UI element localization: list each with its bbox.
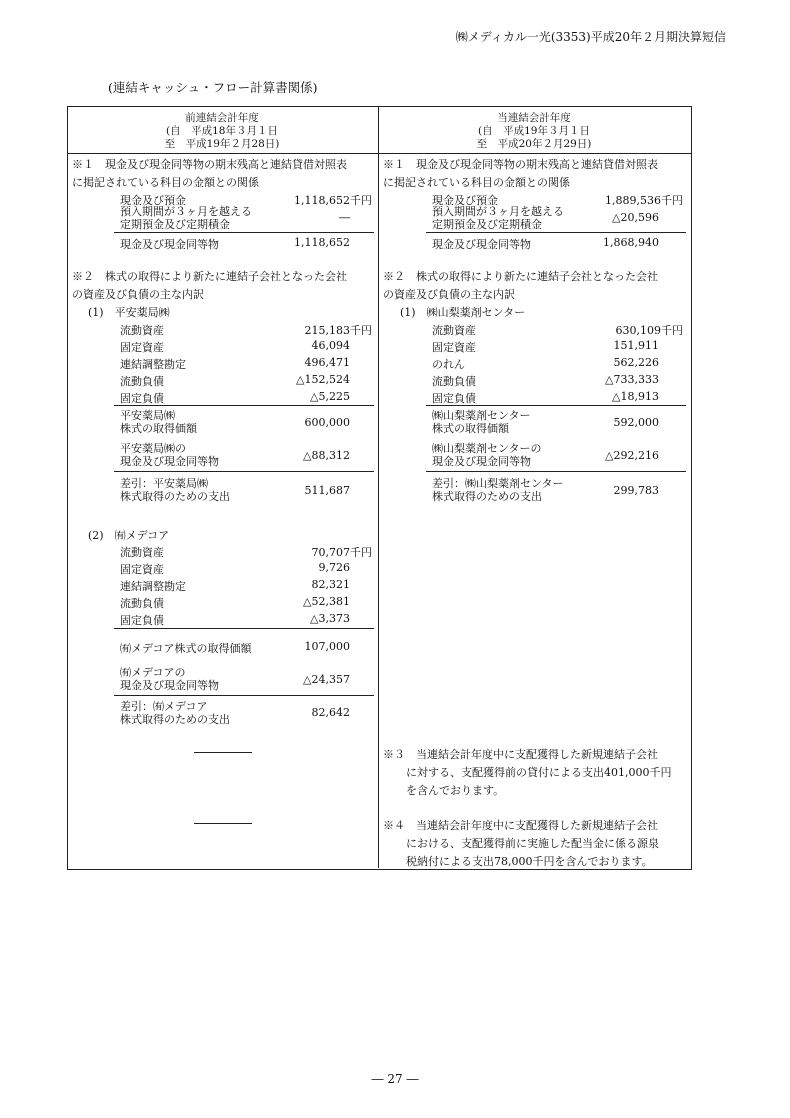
note4-line: 税納付による支出78,000千円を含んでおります。 (406, 855, 653, 868)
row-label: 流動負債 (120, 597, 164, 610)
acquired-cash-value: △292,216 (605, 449, 659, 462)
blank-marker-line (194, 752, 252, 753)
net-value: 511,687 (304, 484, 350, 497)
blank-marker-line (194, 823, 252, 824)
cash-label: 現金及び預金 (432, 194, 498, 207)
price-value: 107,000 (304, 640, 350, 653)
total-label: 現金及び現金同等物 (120, 238, 219, 251)
divider (114, 628, 374, 629)
net-value: 299,783 (613, 484, 659, 497)
divider (114, 405, 374, 406)
divider (114, 471, 374, 472)
row-value: 9,726 (318, 561, 350, 574)
divider (114, 232, 374, 233)
note3-line: ※３ 当連結会計年度中に支配獲得した新規連結子会社 (383, 748, 658, 761)
row-label: 連結調整勘定 (120, 580, 186, 593)
price-label: ㈲メデコア株式の取得価額 (120, 642, 252, 655)
row-label: 流動資産 (120, 324, 164, 337)
note3-line: を含んでおります。 (406, 784, 505, 797)
period-from: (自 平成19年３月１日 (478, 125, 590, 137)
subsidiary-1-name: (1) 平安薬局㈱ (88, 306, 170, 319)
note4-line: における、支配獲得前に実施した配当金に係る源泉 (406, 837, 659, 850)
divider (114, 695, 374, 696)
header-divider (67, 153, 691, 154)
period-title: 当連結会計年度 (497, 112, 571, 124)
period-from: (自 平成18年３月１日 (166, 125, 278, 137)
row-value: 70,707千円 (311, 546, 372, 559)
cash-value: 1,889,536千円 (605, 194, 683, 207)
row-label: 連結調整勘定 (120, 358, 186, 371)
note2-title: ※２ 株式の取得により新たに連結子会社となった会社 (383, 270, 658, 283)
net-value: 82,642 (311, 706, 350, 719)
row-value: △5,225 (310, 390, 350, 403)
period-to: 至 平成20年２月29日) (476, 138, 592, 150)
row-value: 151,911 (613, 339, 659, 352)
row-label: 固定資産 (432, 341, 476, 354)
row-label: 固定負債 (120, 392, 164, 405)
subsidiary-2-name: (2) ㈲メデコア (88, 529, 170, 542)
divider (426, 471, 686, 472)
divider (426, 232, 686, 233)
price-label: 平安薬局㈱ 株式の取得価額 (120, 409, 197, 435)
note2-title-cont: の資産及び負債の主な内訳 (383, 288, 515, 301)
deposit-label: 預入期間が３ヶ月を越える 定期預金及び定期積金 (432, 205, 564, 231)
row-value: 46,094 (311, 339, 350, 352)
row-value: 496,471 (304, 356, 350, 369)
section-title: (連結キャッシュ・フロー計算書関係) (108, 80, 318, 95)
acquired-cash-label: 平安薬局㈱の 現金及び現金同等物 (120, 442, 219, 468)
row-label: 流動資産 (120, 546, 164, 559)
note4-line: ※４ 当連結会計年度中に支配獲得した新規連結子会社 (383, 819, 658, 832)
acquired-cash-value: △88,312 (303, 449, 350, 462)
deposit-label: 預入期間が３ヶ月を越える 定期預金及び定期積金 (120, 205, 252, 231)
row-value: 630,109千円 (615, 324, 683, 337)
price-value: 600,000 (304, 416, 350, 429)
subsidiary-1-name: (1) ㈱山梨薬剤センター (400, 306, 526, 319)
row-label: 流動負債 (120, 375, 164, 388)
row-value: △152,524 (296, 373, 350, 386)
row-value: △733,333 (605, 373, 659, 386)
net-label: 差引：㈱山梨薬剤センター 株式取得のための支出 (432, 477, 564, 503)
row-label: 流動負債 (432, 375, 476, 388)
note2-title: ※２ 株式の取得により新たに連結子会社となった会社 (72, 270, 347, 283)
acquired-cash-label: ㈱山梨薬剤センターの 現金及び現金同等物 (432, 442, 542, 468)
acquired-cash-label: ㈲メデコアの 現金及び現金同等物 (120, 666, 219, 692)
right-period-header (384, 112, 684, 151)
row-value: 215,183千円 (304, 324, 372, 337)
cash-label: 現金及び預金 (120, 194, 186, 207)
row-label: 固定資産 (120, 563, 164, 576)
deposit-value: △20,596 (612, 211, 659, 224)
row-value: △3,373 (310, 612, 350, 625)
note1-title: ※１ 現金及び現金同等物の期末残高と連結貸借対照表 (72, 158, 347, 171)
left-period-header (72, 112, 372, 151)
row-value: △18,913 (612, 390, 659, 403)
total-label: 現金及び現金同等物 (432, 238, 531, 251)
column-divider (378, 106, 379, 868)
period-to: 至 平成19年２月28日) (164, 138, 280, 150)
price-label: ㈱山梨薬剤センター 株式の取得価額 (432, 409, 531, 435)
note1-title-cont: に掲記されている科目の金額との関係 (72, 176, 259, 189)
note1-title-cont: に掲記されている科目の金額との関係 (383, 176, 570, 189)
total-value: 1,118,652 (294, 236, 350, 249)
page-number: ― 27 ― (371, 1072, 419, 1086)
period-title: 前連結会計年度 (185, 112, 259, 124)
row-value: 82,321 (311, 578, 350, 591)
row-label: のれん (432, 358, 465, 371)
row-value: 562,226 (613, 356, 659, 369)
net-label: 差引：平安薬局㈱ 株式取得のための支出 (120, 477, 230, 503)
net-label: 差引：㈲メデコア 株式取得のための支出 (120, 700, 230, 726)
row-label: 固定資産 (120, 341, 164, 354)
note1-title: ※１ 現金及び現金同等物の期末残高と連結貸借対照表 (383, 158, 658, 171)
divider (426, 405, 686, 406)
total-value: 1,868,940 (603, 236, 659, 249)
deposit-value: ― (339, 211, 350, 224)
note2-title-cont: の資産及び負債の主な内訳 (72, 288, 204, 301)
row-label: 固定負債 (432, 392, 476, 405)
cash-value: 1,118,652千円 (294, 194, 372, 207)
row-label: 流動資産 (432, 324, 476, 337)
row-value: △52,381 (303, 595, 350, 608)
acquired-cash-value: △24,357 (303, 673, 350, 686)
document-header: ㈱メディカル一光(3353)平成20年２月期決算短信 (455, 30, 726, 44)
row-label: 固定負債 (120, 614, 164, 627)
note3-line: に対する、支配獲得前の貸付による支出401,000千円 (406, 766, 672, 779)
price-value: 592,000 (613, 416, 659, 429)
